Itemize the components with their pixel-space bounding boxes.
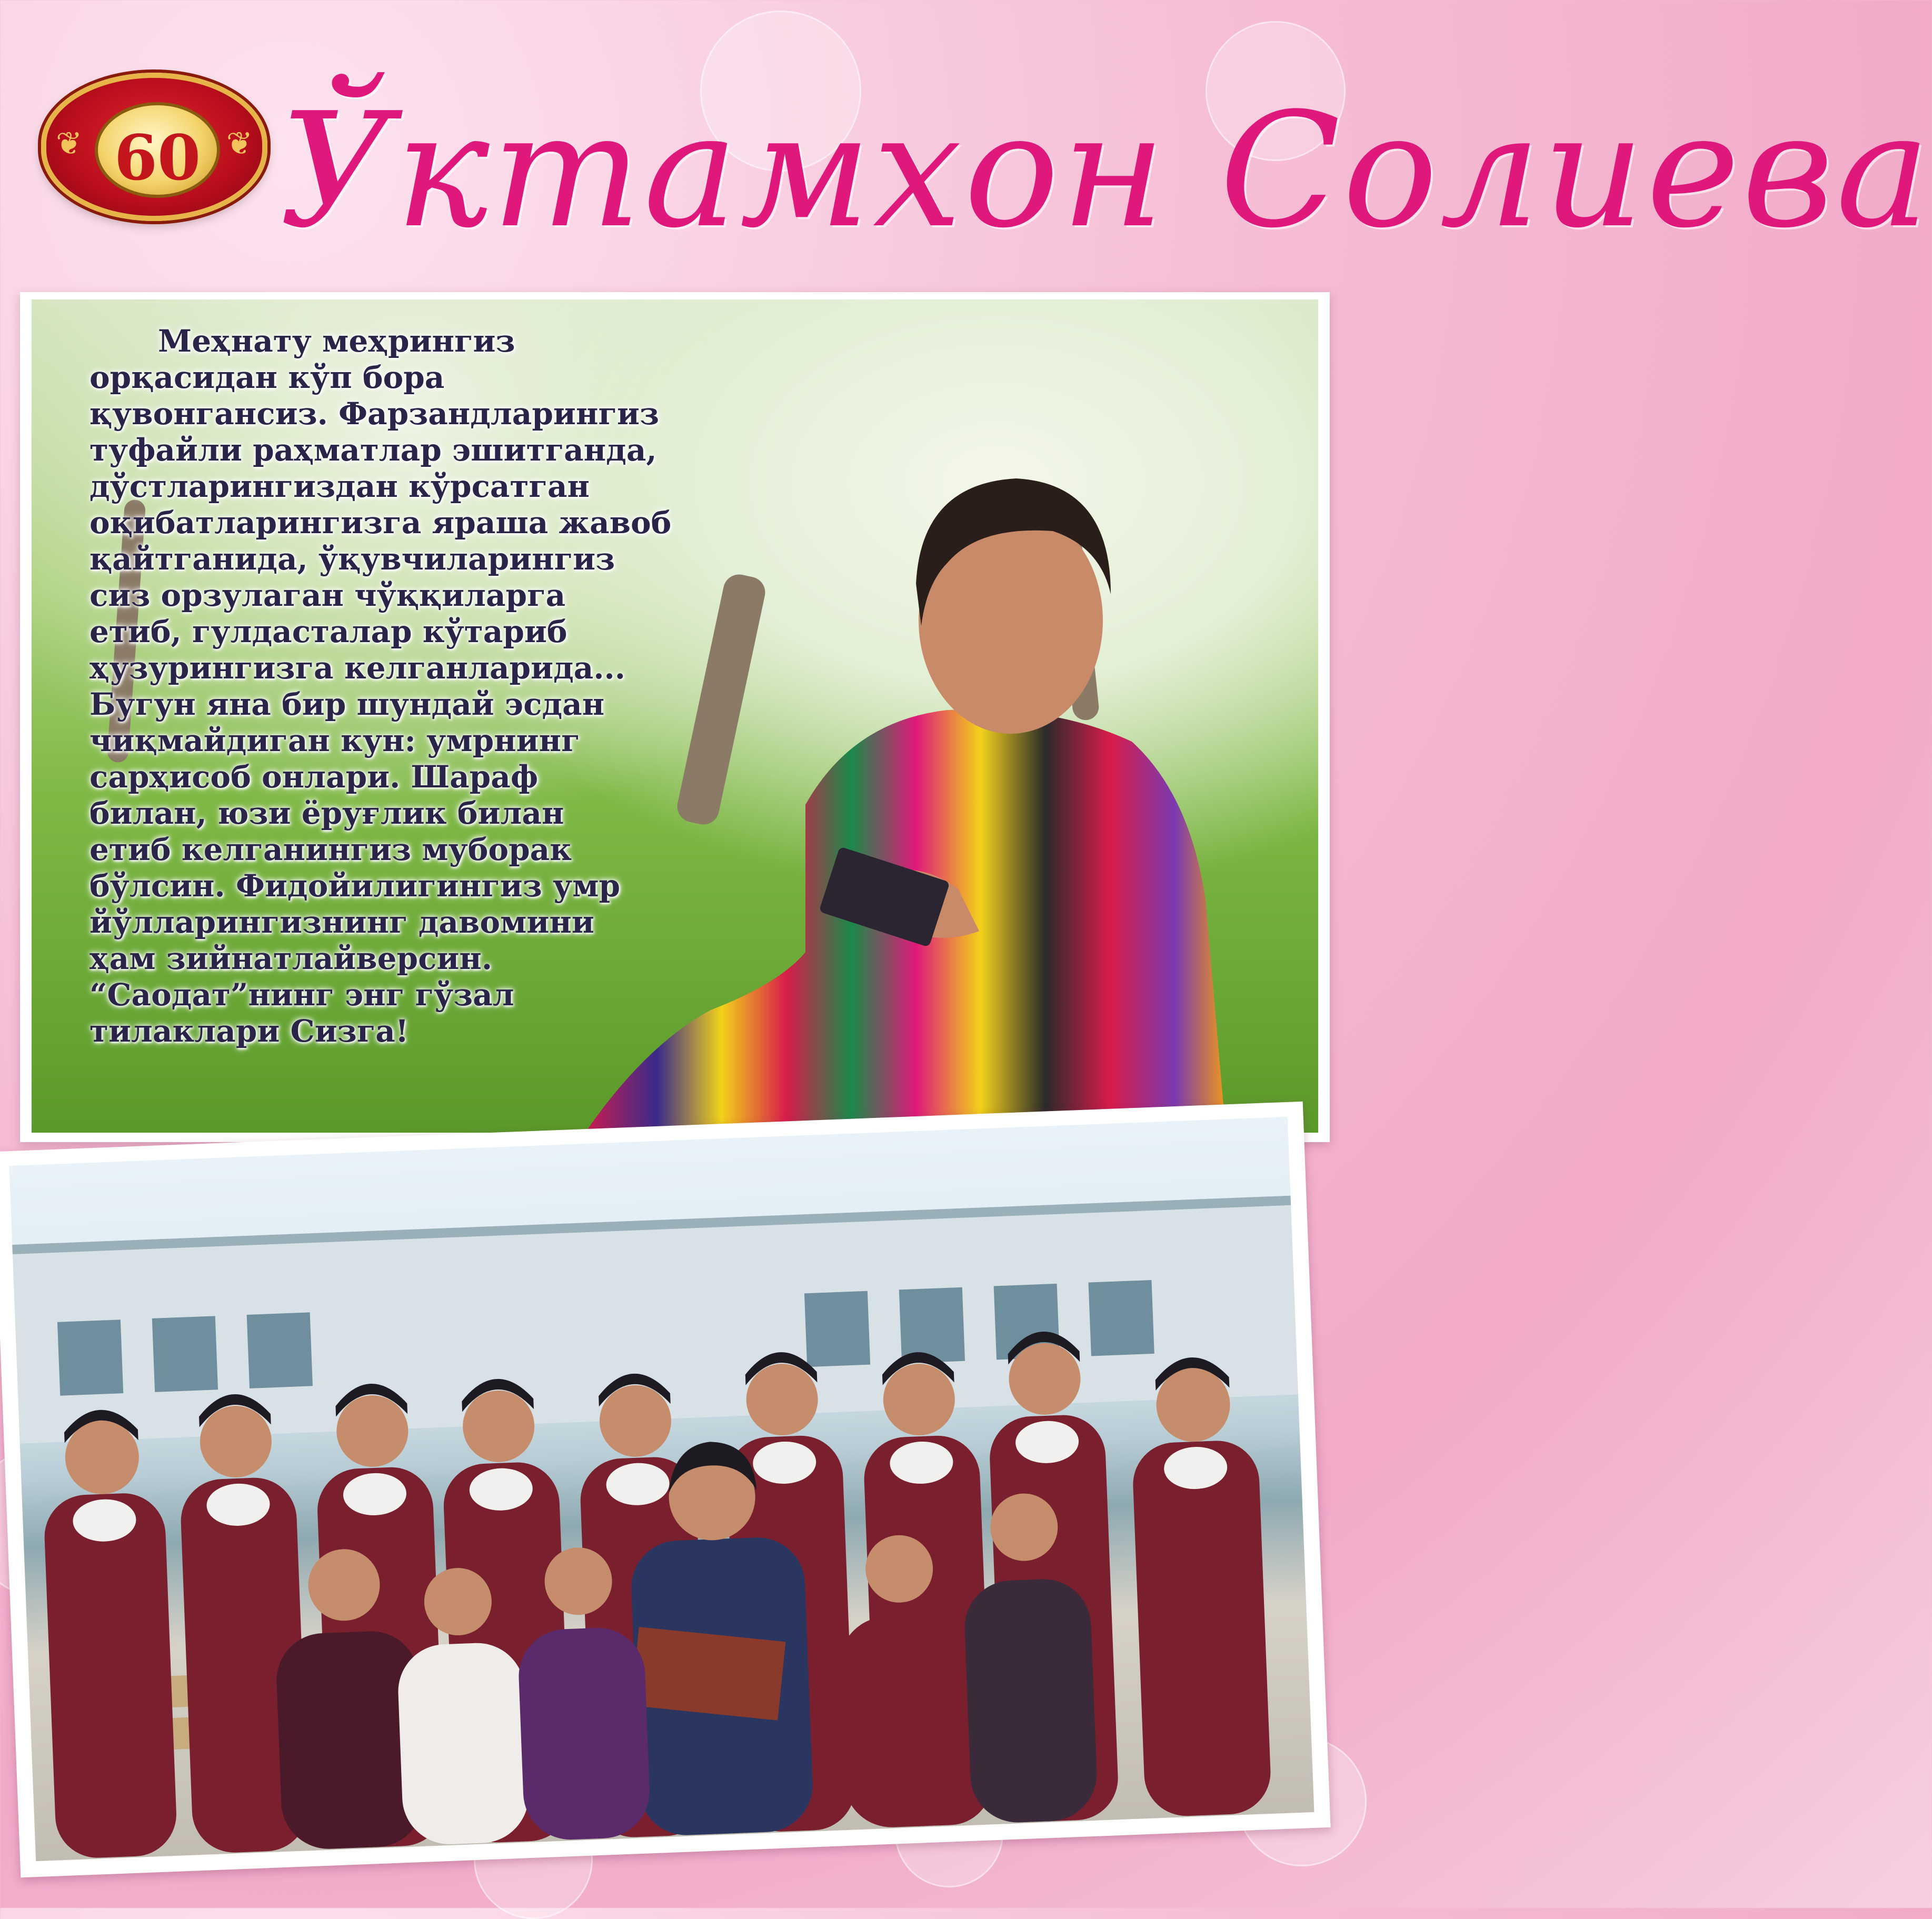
portrait-photo [32, 299, 1318, 1133]
ornament-icon: ❦ [56, 125, 83, 162]
students-group [15, 1275, 1314, 1861]
ornament-icon: ❦ [226, 125, 253, 162]
badge-number: 60 [114, 121, 201, 194]
group-photo [9, 1117, 1314, 1861]
portrait-photo-frame [20, 292, 1330, 1142]
page-title: Ўктамхон Солиева [279, 79, 1932, 263]
group-photo-frame [0, 1102, 1331, 1878]
anniversary-badge [41, 73, 267, 221]
story-text: Меҳнату меҳрингиз орқасидан кўп бора қувонгансиз. Фарзандларингиз туфайли раҳматлар эшитганда, дўстларингиздан кўрсатган оқибатларингизга яраша жавоб қайтганида, ўқувчиларингиз сиз орзулаган чўққиларга етиб, гулдасталар кўтариб ҳузурингизга келганларида... Бугун яна бир шундай эсдан чиқмайдиган кун: умрнинг сарҳисоб онлари. Шараф билан, юзи ёруғлик билан етиб келганингиз муборак бўлсин. Фидойилигингиз умр йўлларингизнинг давомини ҳам зийнатлайверсин. “Саодат”нинг энг гўзал тилаклари Сизга! [89, 323, 672, 1049]
badge-medallion [95, 102, 220, 198]
